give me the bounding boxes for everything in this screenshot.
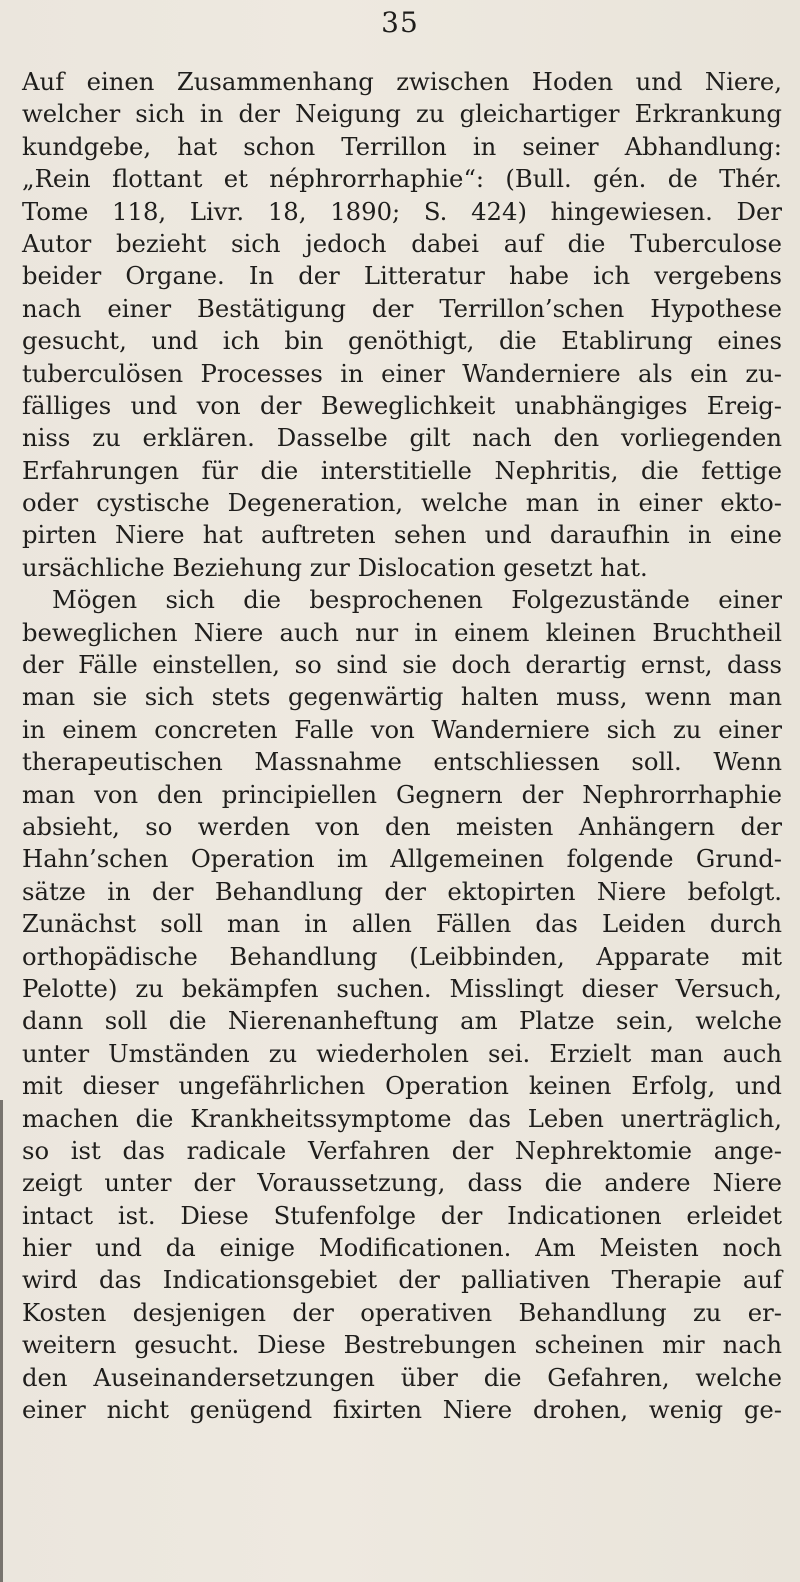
text-line: Auf einen Zusammenhang zwischen Hoden und Niere, — [22, 67, 782, 96]
text-line: tuberculösen Processes in einer Wanderniere als ein zu- — [22, 358, 782, 388]
paragraph-2 — [22, 584, 782, 1426]
text-line: man von den principiellen Gegnern der Nephrorrhaphie — [22, 779, 782, 809]
text-line: gesucht, und ich bin genöthigt, die Etablirung eines — [22, 326, 782, 356]
text-line: so ist das radicale Verfahren der Nephrektomie ange- — [22, 1135, 782, 1165]
text-line: der Fälle einstellen, so sind sie doch derartig ernst, dass — [22, 650, 782, 680]
text-line: niss zu erklären. Dasselbe gilt nach den vorliegenden — [22, 423, 782, 453]
text-line: einer nicht genügend fixirten Niere drohen, wenig ge- — [22, 1395, 782, 1425]
text-line: fälliges und von der Beweglichkeit unabhängiges Ereig- — [22, 390, 782, 420]
paragraph-1 — [22, 66, 782, 584]
text-line: beider Organe. In der Litteratur habe ich vergebens — [22, 261, 782, 291]
text-line: Tome 118, Livr. 18, 1890; S. 424) hingewiesen. Der — [22, 196, 782, 226]
text-line: beweglichen Niere auch nur in einem kleinen Bruchtheil — [22, 617, 782, 647]
text-line: pirten Niere hat auftreten sehen und daraufhin in eine — [22, 520, 782, 550]
text-line: wird das Indicationsgebiet der palliativen Therapie auf — [22, 1265, 782, 1295]
text-line: weitern gesucht. Diese Bestrebungen scheinen mir nach — [22, 1330, 782, 1360]
text-line: therapeutischen Massnahme entschliessen soll. Wenn — [22, 747, 782, 777]
text-line: in einem concreten Falle von Wanderniere sich zu einer — [22, 714, 782, 744]
text-line: absieht, so werden von den meisten Anhängern der — [22, 811, 782, 841]
text-line: Mögen sich die besprochenen Folgezustände einer — [52, 585, 782, 615]
page-number: 35 — [381, 6, 419, 39]
text-line: Hahn’schen Operation im Allgemeinen folgende Grund- — [22, 844, 782, 874]
text-line: Kosten desjenigen der operativen Behandlung zu er- — [22, 1297, 782, 1327]
text-line: „Rein flottant et néphrorrhaphie“: (Bull. gén. de Thér. — [22, 164, 782, 194]
text-line: orthopädische Behandlung (Leibbinden, Apparate mit — [22, 941, 782, 971]
page-edge-shadow — [0, 1100, 3, 1582]
text-line: oder cystische Degeneration, welche man in einer ekto- — [22, 488, 782, 518]
text-line: ursächliche Beziehung zur Dislocation gesetzt hat. — [22, 552, 648, 582]
text-line: unter Umständen zu wiederholen sei. Erzielt man auch — [22, 1038, 782, 1068]
text-line: dann soll die Nierenanheftung am Platze sein, welche — [22, 1006, 782, 1036]
text-line: nach einer Bestätigung der Terrillon’schen Hypothese — [22, 293, 782, 323]
text-line: machen die Krankheitssymptome das Leben unerträglich, — [22, 1103, 782, 1133]
text-line: sätze in der Behandlung der ektopirten Niere befolgt. — [22, 876, 782, 906]
text-line: welcher sich in der Neigung zu gleichartiger Erkrankung — [22, 99, 782, 129]
text-line: hier und da einige Modificationen. Am Meisten noch — [22, 1233, 782, 1263]
text-line: Erfahrungen für die interstitielle Nephritis, die fettige — [22, 455, 782, 485]
text-line: den Auseinandersetzungen über die Gefahren, welche — [22, 1362, 782, 1392]
text-line: kundgebe, hat schon Terrillon in seiner Abhandlung: — [22, 131, 782, 161]
text-line: man sie sich stets gegenwärtig halten muss, wenn man — [22, 682, 782, 712]
body-text — [22, 66, 782, 1426]
text-line: mit dieser ungefährlichen Operation keinen Erfolg, und — [22, 1071, 782, 1101]
text-line: zeigt unter der Voraussetzung, dass die andere Niere — [22, 1168, 782, 1198]
text-line: Pelotte) zu bekämpfen suchen. Misslingt dieser Versuch, — [22, 973, 782, 1003]
text-line: Zunächst soll man in allen Fällen das Leiden durch — [22, 909, 782, 939]
text-line: Autor bezieht sich jedoch dabei auf die Tuberculose — [22, 228, 782, 258]
text-line: intact ist. Diese Stufenfolge der Indicationen erleidet — [22, 1200, 782, 1230]
